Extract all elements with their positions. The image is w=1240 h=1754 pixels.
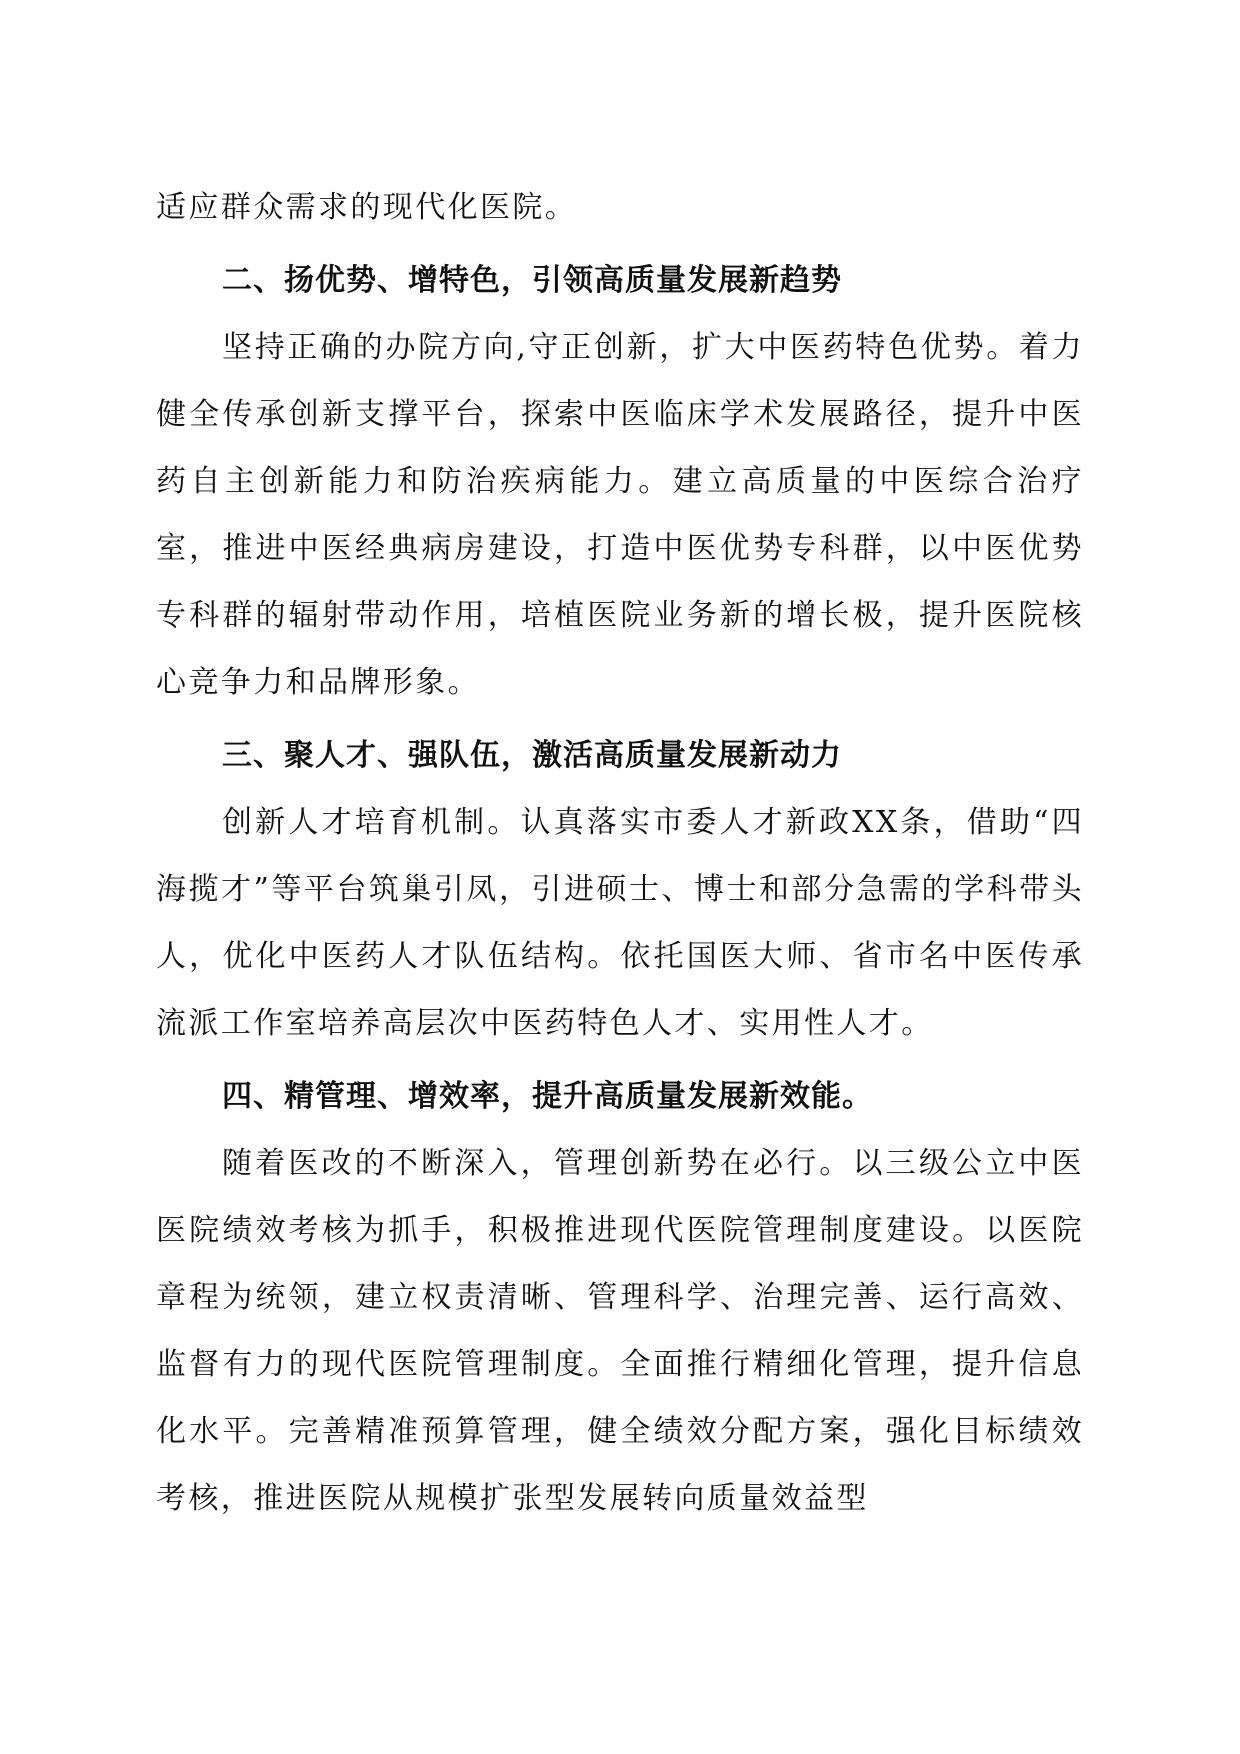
document-body [156,174,1084,1532]
section-heading-3: 三、聚人才、强队伍，激活高质量发展新动力 [222,738,842,773]
section-heading-4: 四、精管理、增效率，提升高质量发展新效能。 [222,1079,873,1114]
paragraph-section-3: 创新人才培育机制。认真落实市委人才新政XX条，借助“四海揽才”等平台筑巢引凤，引进硕士、博士和部分急需的学科带头人，优化中医药人才队伍结构。依托国医大师、省市名中医传承流派工作室培养高层次中医药特色人才、实用性人才。 [156,805,1084,1041]
paragraph-section-2: 坚持正确的办院方向,守正创新，扩大中医药特色优势。着力健全传承创新支撑平台，探索中医临床学术发展路径，提升中医药自主创新能力和防治疾病能力。建立高质量的中医综合治疗室，推进中医经典病房建设，打造中医优势专科群，以中医优势专科群的辐射带动作用，培植医院业务新的增长极，提升医院核心竞争力和品牌形象。 [156,330,1084,700]
paragraph-section-4: 随着医改的不断深入，管理创新势在必行。以三级公立中医医院绩效考核为抓手，积极推进现代医院管理制度建设。以医院章程为统领，建立权责清晰、管理科学、治理完善、运行高效、监督有力的现代医院管理制度。全面推行精细化管理，提升信息化水平。完善精准预算管理，健全绩效分配方案，强化目标绩效考核，推进医院从规模扩张型发展转向质量效益型 [156,1146,1084,1516]
paragraph-continuation: 适应群众需求的现代化医院。 [156,190,578,225]
section-heading-2: 二、扬优势、增特色，引领高质量发展新趋势 [222,263,842,298]
